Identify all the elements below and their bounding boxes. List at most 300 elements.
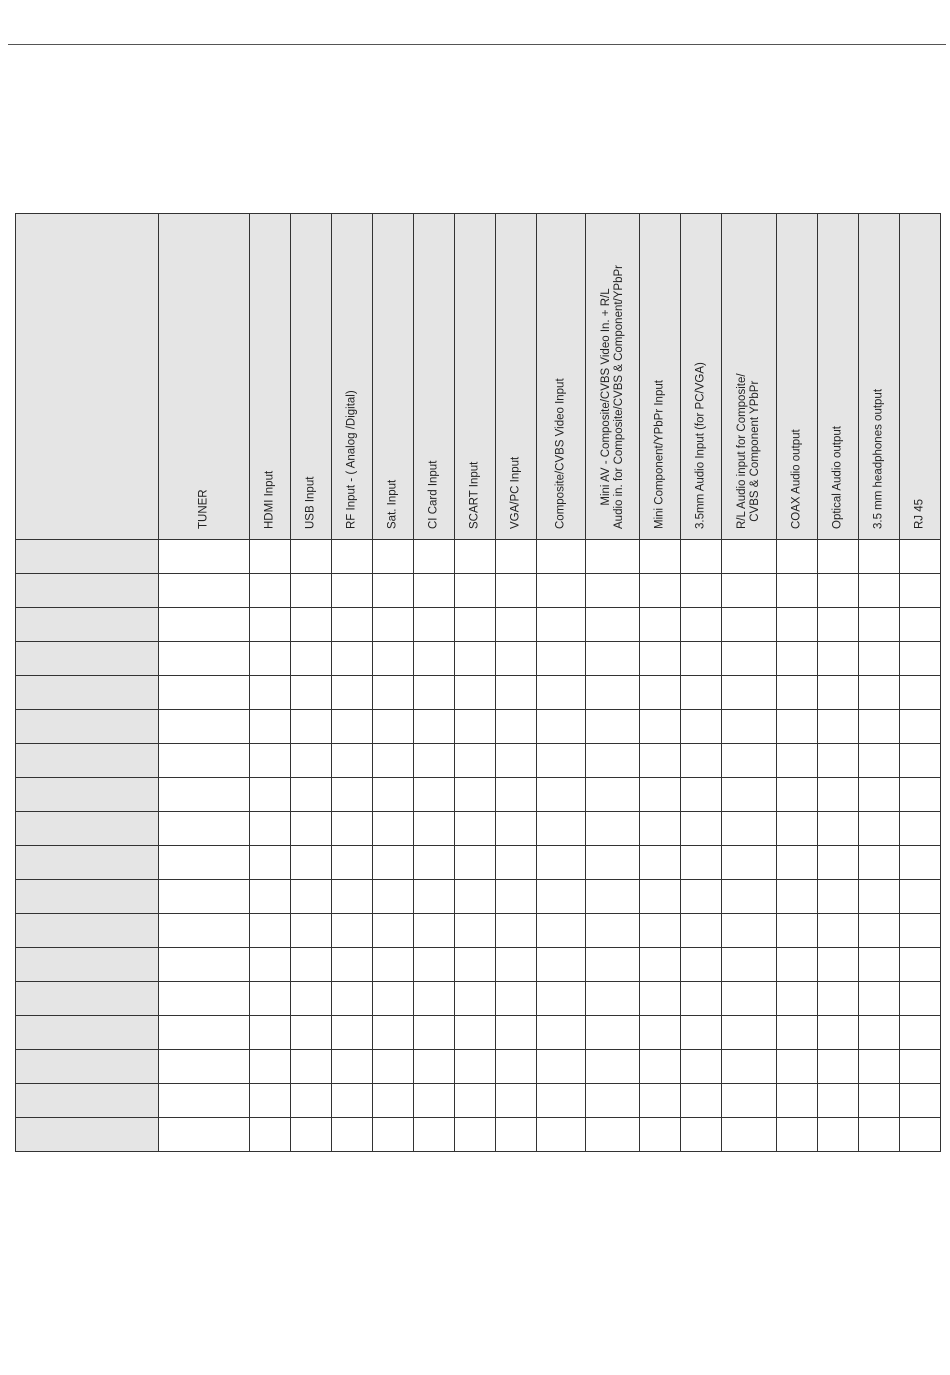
cell-rj45 — [900, 948, 941, 982]
cell-rj45 — [900, 1084, 941, 1118]
cell-usb-input — [291, 608, 332, 642]
cell-rl-audio-input — [722, 778, 777, 812]
cell-audio-input-pc-vga — [681, 948, 722, 982]
cell-sat-input — [373, 710, 414, 744]
header-row — [16, 214, 941, 540]
cell-mini-av — [586, 914, 640, 948]
cell-rf-input — [332, 744, 373, 778]
cell-rf-input — [332, 540, 373, 574]
cell-rf-input — [332, 948, 373, 982]
cell-optical-audio-output — [818, 778, 859, 812]
cell-scart-input — [455, 812, 496, 846]
header-label-sat-input — [387, 480, 400, 529]
cell-rj45 — [900, 574, 941, 608]
cell-composite-cvbs-video-input — [537, 1118, 586, 1152]
cell-composite-cvbs-video-input — [537, 642, 586, 676]
cell-rj45 — [900, 1118, 941, 1152]
cell-audio-input-pc-vga — [681, 812, 722, 846]
cell-rl-audio-input — [722, 574, 777, 608]
cell-rj45 — [900, 846, 941, 880]
cell-usb-input — [291, 1050, 332, 1084]
cell-hdmi-input — [250, 574, 291, 608]
cell-headphones-output — [859, 778, 900, 812]
cell-mini-component-ypbpr-input — [640, 608, 681, 642]
cell-ci-card-input — [414, 778, 455, 812]
cell-hdmi-input — [250, 642, 291, 676]
header-label-line: Optical Audio output — [831, 426, 844, 529]
cell-scart-input — [455, 710, 496, 744]
cell-composite-cvbs-video-input — [537, 1050, 586, 1084]
cell-mini-component-ypbpr-input — [640, 1016, 681, 1050]
header-label-line: RJ 45 — [913, 498, 926, 529]
cell-tuner — [159, 676, 250, 710]
cell-mini-component-ypbpr-input — [640, 744, 681, 778]
cell-rf-input — [332, 676, 373, 710]
cell-rj45 — [900, 914, 941, 948]
cell-headphones-output — [859, 540, 900, 574]
cell-sat-input — [373, 846, 414, 880]
cell-mini-av — [586, 846, 640, 880]
table-row — [16, 540, 941, 574]
cell-composite-cvbs-video-input — [537, 676, 586, 710]
cell-audio-input-pc-vga — [681, 880, 722, 914]
cell-mini-av — [586, 1084, 640, 1118]
cell-hdmi-input — [250, 1084, 291, 1118]
cell-coax-audio-output — [777, 1118, 818, 1152]
cell-rj45 — [900, 982, 941, 1016]
header-audio-input-pc-vga — [681, 214, 722, 540]
cell-usb-input — [291, 710, 332, 744]
cell-sat-input — [373, 1084, 414, 1118]
cell-vga-pc-input — [496, 846, 537, 880]
table-row — [16, 914, 941, 948]
cell-composite-cvbs-video-input — [537, 880, 586, 914]
cell-usb-input — [291, 914, 332, 948]
cell-headphones-output — [859, 574, 900, 608]
cell-coax-audio-output — [777, 744, 818, 778]
cell-mini-component-ypbpr-input — [640, 846, 681, 880]
row-label-cell — [16, 1016, 159, 1050]
row-label-cell — [16, 540, 159, 574]
cell-vga-pc-input — [496, 540, 537, 574]
cell-headphones-output — [859, 642, 900, 676]
cell-composite-cvbs-video-input — [537, 1084, 586, 1118]
cell-hdmi-input — [250, 676, 291, 710]
cell-mini-component-ypbpr-input — [640, 948, 681, 982]
cell-coax-audio-output — [777, 1016, 818, 1050]
header-label-line: TUNER — [197, 489, 210, 529]
cell-mini-av — [586, 982, 640, 1016]
connectivity-table — [15, 213, 941, 1152]
header-vga-pc-input — [496, 214, 537, 540]
cell-headphones-output — [859, 710, 900, 744]
table-row — [16, 982, 941, 1016]
header-label-composite-cvbs-video-input — [555, 378, 568, 529]
row-label-cell — [16, 880, 159, 914]
cell-mini-av — [586, 1118, 640, 1152]
cell-headphones-output — [859, 1084, 900, 1118]
cell-sat-input — [373, 778, 414, 812]
cell-rj45 — [900, 540, 941, 574]
cell-usb-input — [291, 1118, 332, 1152]
cell-scart-input — [455, 744, 496, 778]
cell-tuner — [159, 812, 250, 846]
cell-vga-pc-input — [496, 1016, 537, 1050]
header-coax-audio-output — [777, 214, 818, 540]
cell-optical-audio-output — [818, 1084, 859, 1118]
cell-audio-input-pc-vga — [681, 1016, 722, 1050]
header-mini-component-ypbpr-input — [640, 214, 681, 540]
cell-ci-card-input — [414, 914, 455, 948]
cell-hdmi-input — [250, 1050, 291, 1084]
header-rj45 — [900, 214, 941, 540]
cell-mini-av — [586, 880, 640, 914]
header-tuner — [159, 214, 250, 540]
row-label-cell — [16, 744, 159, 778]
cell-sat-input — [373, 812, 414, 846]
header-corner-cell — [16, 214, 159, 540]
cell-rl-audio-input — [722, 744, 777, 778]
cell-rl-audio-input — [722, 608, 777, 642]
cell-headphones-output — [859, 676, 900, 710]
cell-coax-audio-output — [777, 846, 818, 880]
cell-ci-card-input — [414, 642, 455, 676]
cell-sat-input — [373, 574, 414, 608]
cell-mini-component-ypbpr-input — [640, 1118, 681, 1152]
table-row — [16, 642, 941, 676]
cell-mini-component-ypbpr-input — [640, 778, 681, 812]
cell-tuner — [159, 1118, 250, 1152]
cell-audio-input-pc-vga — [681, 676, 722, 710]
cell-rl-audio-input — [722, 540, 777, 574]
header-label-line: R/L Audio input for Composite/ — [736, 373, 748, 529]
cell-audio-input-pc-vga — [681, 608, 722, 642]
table-row — [16, 812, 941, 846]
cell-scart-input — [455, 880, 496, 914]
cell-scart-input — [455, 914, 496, 948]
cell-ci-card-input — [414, 1050, 455, 1084]
cell-audio-input-pc-vga — [681, 744, 722, 778]
cell-ci-card-input — [414, 1118, 455, 1152]
header-composite-cvbs-video-input — [537, 214, 586, 540]
cell-rl-audio-input — [722, 1118, 777, 1152]
cell-rj45 — [900, 880, 941, 914]
table-row — [16, 744, 941, 778]
cell-mini-av — [586, 710, 640, 744]
cell-ci-card-input — [414, 948, 455, 982]
cell-ci-card-input — [414, 676, 455, 710]
cell-headphones-output — [859, 812, 900, 846]
cell-rj45 — [900, 744, 941, 778]
header-label-mini-av — [600, 265, 626, 529]
cell-scart-input — [455, 540, 496, 574]
header-label-mini-component-ypbpr-input — [654, 380, 667, 529]
cell-rf-input — [332, 608, 373, 642]
cell-coax-audio-output — [777, 540, 818, 574]
cell-vga-pc-input — [496, 642, 537, 676]
row-label-cell — [16, 846, 159, 880]
cell-mini-component-ypbpr-input — [640, 982, 681, 1016]
cell-scart-input — [455, 982, 496, 1016]
cell-ci-card-input — [414, 744, 455, 778]
cell-tuner — [159, 1084, 250, 1118]
cell-rf-input — [332, 710, 373, 744]
header-scart-input — [455, 214, 496, 540]
cell-rj45 — [900, 608, 941, 642]
cell-vga-pc-input — [496, 880, 537, 914]
header-sat-input — [373, 214, 414, 540]
header-label-line: HDMI Input — [263, 470, 276, 529]
cell-coax-audio-output — [777, 608, 818, 642]
cell-optical-audio-output — [818, 914, 859, 948]
cell-scart-input — [455, 1118, 496, 1152]
cell-composite-cvbs-video-input — [537, 574, 586, 608]
cell-mini-component-ypbpr-input — [640, 1050, 681, 1084]
cell-scart-input — [455, 846, 496, 880]
cell-ci-card-input — [414, 710, 455, 744]
cell-vga-pc-input — [496, 676, 537, 710]
cell-tuner — [159, 540, 250, 574]
cell-scart-input — [455, 1016, 496, 1050]
cell-hdmi-input — [250, 778, 291, 812]
cell-composite-cvbs-video-input — [537, 914, 586, 948]
cell-mini-av — [586, 948, 640, 982]
cell-sat-input — [373, 744, 414, 778]
cell-rl-audio-input — [722, 982, 777, 1016]
cell-mini-component-ypbpr-input — [640, 812, 681, 846]
cell-tuner — [159, 1016, 250, 1050]
header-label-ci-card-input — [428, 461, 441, 529]
cell-sat-input — [373, 982, 414, 1016]
cell-hdmi-input — [250, 914, 291, 948]
table-row — [16, 880, 941, 914]
header-rl-audio-input — [722, 214, 777, 540]
cell-rl-audio-input — [722, 1016, 777, 1050]
cell-rf-input — [332, 1050, 373, 1084]
cell-mini-av — [586, 540, 640, 574]
cell-tuner — [159, 982, 250, 1016]
header-optical-audio-output — [818, 214, 859, 540]
cell-tuner — [159, 744, 250, 778]
cell-mini-component-ypbpr-input — [640, 642, 681, 676]
cell-headphones-output — [859, 948, 900, 982]
header-label-headphones-output — [873, 389, 886, 529]
cell-hdmi-input — [250, 880, 291, 914]
cell-rf-input — [332, 574, 373, 608]
cell-optical-audio-output — [818, 1118, 859, 1152]
cell-ci-card-input — [414, 540, 455, 574]
cell-rl-audio-input — [722, 710, 777, 744]
cell-mini-av — [586, 642, 640, 676]
row-label-cell — [16, 948, 159, 982]
cell-ci-card-input — [414, 812, 455, 846]
table-row — [16, 778, 941, 812]
cell-sat-input — [373, 880, 414, 914]
cell-mini-av — [586, 1016, 640, 1050]
table-row — [16, 608, 941, 642]
header-label-tuner — [198, 489, 211, 529]
cell-headphones-output — [859, 1050, 900, 1084]
cell-audio-input-pc-vga — [681, 540, 722, 574]
cell-audio-input-pc-vga — [681, 846, 722, 880]
cell-coax-audio-output — [777, 1050, 818, 1084]
header-mini-av — [586, 214, 640, 540]
top-rule — [8, 44, 946, 45]
cell-headphones-output — [859, 846, 900, 880]
header-hdmi-input — [250, 214, 291, 540]
cell-ci-card-input — [414, 608, 455, 642]
cell-mini-component-ypbpr-input — [640, 914, 681, 948]
table-row — [16, 574, 941, 608]
cell-scart-input — [455, 608, 496, 642]
cell-rl-audio-input — [722, 948, 777, 982]
row-label-cell — [16, 642, 159, 676]
cell-rf-input — [332, 846, 373, 880]
cell-ci-card-input — [414, 982, 455, 1016]
cell-hdmi-input — [250, 812, 291, 846]
cell-rl-audio-input — [722, 812, 777, 846]
header-label-line: Mini AV - Composite/CVBS Video In. + R/L — [599, 288, 612, 506]
header-label-rl-audio-input — [736, 373, 762, 529]
table-row — [16, 1050, 941, 1084]
row-label-cell — [16, 574, 159, 608]
cell-sat-input — [373, 1118, 414, 1152]
cell-rj45 — [900, 812, 941, 846]
cell-tuner — [159, 880, 250, 914]
cell-rf-input — [332, 1016, 373, 1050]
row-label-cell — [16, 676, 159, 710]
cell-sat-input — [373, 1016, 414, 1050]
cell-optical-audio-output — [818, 948, 859, 982]
cell-composite-cvbs-video-input — [537, 540, 586, 574]
cell-vga-pc-input — [496, 574, 537, 608]
cell-coax-audio-output — [777, 812, 818, 846]
cell-vga-pc-input — [496, 1118, 537, 1152]
cell-vga-pc-input — [496, 1084, 537, 1118]
cell-optical-audio-output — [818, 540, 859, 574]
cell-composite-cvbs-video-input — [537, 982, 586, 1016]
row-label-cell — [16, 1084, 159, 1118]
cell-sat-input — [373, 914, 414, 948]
cell-optical-audio-output — [818, 608, 859, 642]
cell-hdmi-input — [250, 1016, 291, 1050]
cell-hdmi-input — [250, 540, 291, 574]
cell-coax-audio-output — [777, 982, 818, 1016]
cell-rj45 — [900, 676, 941, 710]
cell-headphones-output — [859, 1016, 900, 1050]
cell-rj45 — [900, 778, 941, 812]
cell-tuner — [159, 642, 250, 676]
cell-rf-input — [332, 1084, 373, 1118]
cell-coax-audio-output — [777, 880, 818, 914]
cell-tuner — [159, 846, 250, 880]
cell-ci-card-input — [414, 1084, 455, 1118]
cell-vga-pc-input — [496, 608, 537, 642]
header-label-scart-input — [469, 462, 482, 529]
cell-scart-input — [455, 1050, 496, 1084]
cell-tuner — [159, 778, 250, 812]
cell-optical-audio-output — [818, 744, 859, 778]
cell-mini-av — [586, 744, 640, 778]
cell-rf-input — [332, 914, 373, 948]
table-row — [16, 846, 941, 880]
cell-mini-av — [586, 676, 640, 710]
row-label-cell — [16, 710, 159, 744]
cell-composite-cvbs-video-input — [537, 812, 586, 846]
cell-sat-input — [373, 608, 414, 642]
table-row — [16, 1084, 941, 1118]
cell-vga-pc-input — [496, 744, 537, 778]
cell-coax-audio-output — [777, 1084, 818, 1118]
header-label-rj45 — [914, 499, 927, 529]
cell-scart-input — [455, 676, 496, 710]
cell-usb-input — [291, 676, 332, 710]
cell-headphones-output — [859, 1118, 900, 1152]
header-label-line: VGA/PC Input — [509, 456, 522, 529]
cell-headphones-output — [859, 914, 900, 948]
cell-optical-audio-output — [818, 710, 859, 744]
cell-mini-av — [586, 608, 640, 642]
header-label-line: SCART Input — [468, 461, 481, 529]
cell-sat-input — [373, 676, 414, 710]
cell-composite-cvbs-video-input — [537, 710, 586, 744]
cell-rl-audio-input — [722, 642, 777, 676]
header-label-line: CVBS & Component YPbPr — [749, 380, 761, 522]
cell-headphones-output — [859, 982, 900, 1016]
cell-sat-input — [373, 948, 414, 982]
cell-usb-input — [291, 642, 332, 676]
cell-vga-pc-input — [496, 710, 537, 744]
cell-scart-input — [455, 948, 496, 982]
header-usb-input — [291, 214, 332, 540]
cell-composite-cvbs-video-input — [537, 608, 586, 642]
header-label-audio-input-pc-vga — [695, 362, 708, 529]
cell-hdmi-input — [250, 846, 291, 880]
header-ci-card-input — [414, 214, 455, 540]
cell-audio-input-pc-vga — [681, 982, 722, 1016]
cell-scart-input — [455, 1084, 496, 1118]
cell-audio-input-pc-vga — [681, 642, 722, 676]
cell-rf-input — [332, 642, 373, 676]
cell-rj45 — [900, 642, 941, 676]
cell-hdmi-input — [250, 948, 291, 982]
cell-scart-input — [455, 642, 496, 676]
row-label-cell — [16, 982, 159, 1016]
cell-usb-input — [291, 948, 332, 982]
cell-headphones-output — [859, 744, 900, 778]
cell-rl-audio-input — [722, 914, 777, 948]
cell-usb-input — [291, 982, 332, 1016]
cell-usb-input — [291, 574, 332, 608]
cell-ci-card-input — [414, 880, 455, 914]
cell-composite-cvbs-video-input — [537, 846, 586, 880]
header-label-line: 3.5 mm headphones output — [872, 388, 885, 529]
header-label-line: USB Input — [304, 476, 317, 529]
cell-optical-audio-output — [818, 880, 859, 914]
cell-audio-input-pc-vga — [681, 778, 722, 812]
header-label-coax-audio-output — [791, 429, 804, 529]
row-label-cell — [16, 1050, 159, 1084]
cell-sat-input — [373, 540, 414, 574]
cell-hdmi-input — [250, 744, 291, 778]
header-rf-input — [332, 214, 373, 540]
cell-tuner — [159, 710, 250, 744]
cell-sat-input — [373, 642, 414, 676]
header-headphones-output — [859, 214, 900, 540]
cell-optical-audio-output — [818, 642, 859, 676]
cell-hdmi-input — [250, 982, 291, 1016]
cell-composite-cvbs-video-input — [537, 778, 586, 812]
